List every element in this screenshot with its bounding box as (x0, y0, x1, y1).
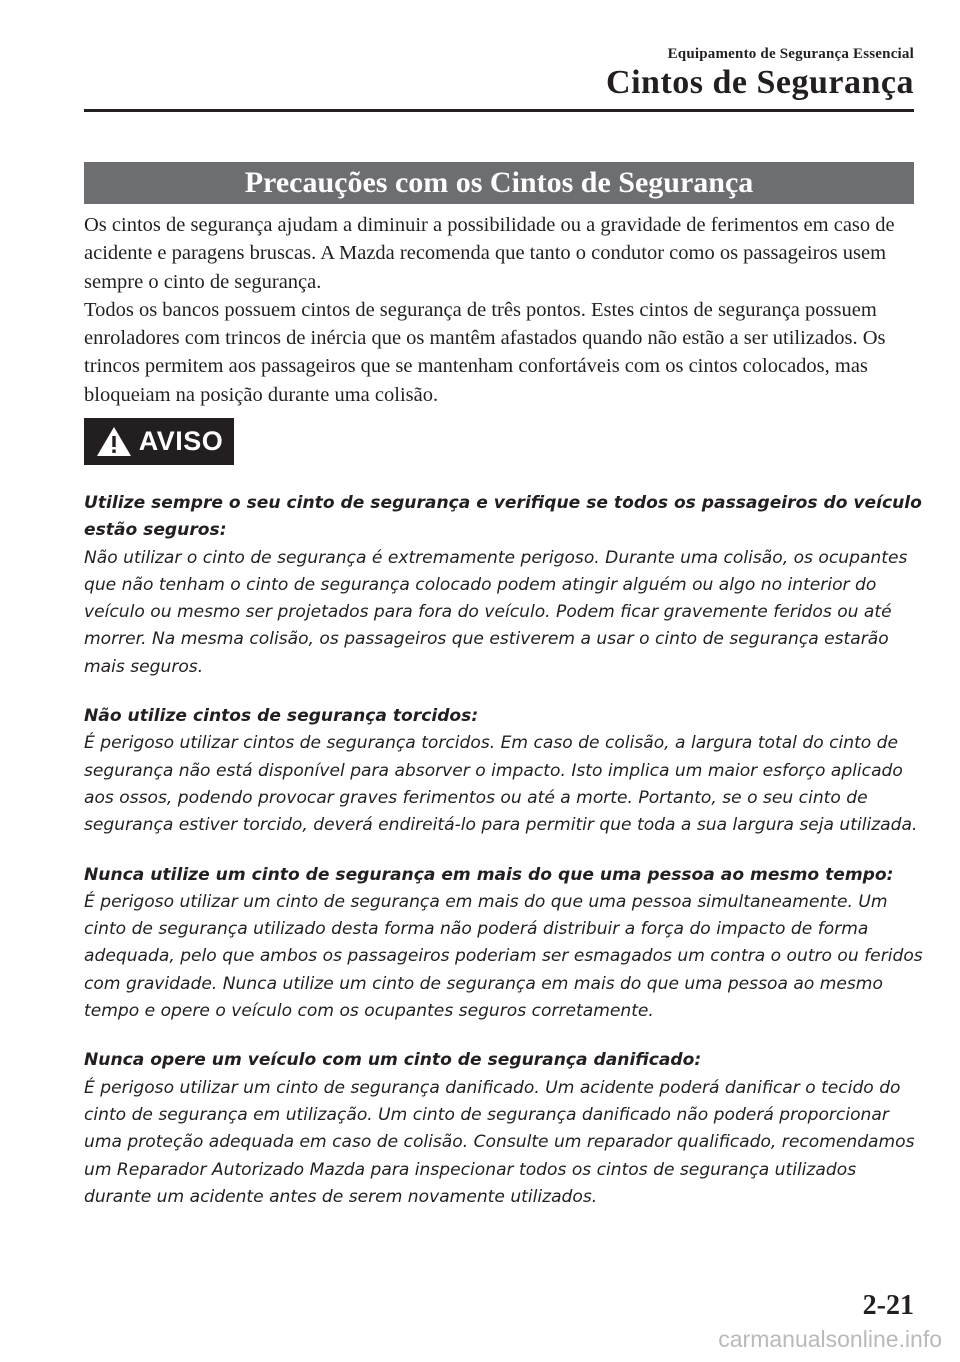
warning-title: Não utilize cintos de segurança torcidos: (84, 706, 479, 727)
warning-item (84, 862, 924, 1026)
warning-item (84, 1047, 924, 1211)
header-rule (84, 109, 914, 112)
warning-body: Não utilizar o cinto de segurança é extremamente perigoso. Durante uma colisão, os ocupantes que não tenham o cinto de segurança colocado podem atingir alguém ou algo no interior do veículo ou mesmo ser projetados para fora do veículo. Podem ficar gravemente feridos ou até morrer. Na mesma colisão, os passageiros que estiverem a usar o cinto de segurança estarão mais seguros. (84, 547, 908, 677)
section-title-bar (84, 162, 914, 204)
warning-title: Nunca opere um veículo com um cinto de segurança danificado: (84, 1050, 702, 1071)
warning-title: Nunca utilize um cinto de segurança em mais do que uma pessoa ao mesmo tempo: (84, 864, 894, 885)
header-subtitle: Equipamento de Segurança Essencial (667, 46, 914, 62)
watermark: carmanualsonline.info (718, 1326, 942, 1352)
intro-paragraph: Os cintos de segurança ajudam a diminuir a possibilidade ou a gravidade de ferimentos em caso de acidente e paragens bruscas. A Mazda recomenda que tanto o condutor como os passageiros usem sempre o cinto de segurança. (84, 214, 895, 293)
warning-item (84, 703, 924, 839)
warning-triangle-icon (95, 425, 133, 458)
warnings-list (84, 490, 924, 1233)
header-title: Cintos de Segurança (606, 64, 914, 101)
section-title: Precauções com os Cintos de Segurança (244, 166, 754, 199)
warning-tag-label: AVISO (138, 426, 224, 456)
warning-item (84, 490, 924, 681)
intro-text (84, 211, 924, 409)
warning-body: É perigoso utilizar um cinto de segurança danificado. Um acidente poderá danificar o tecido do cinto de segurança em utilização. Um cinto de segurança danificado não poderá proporcionar uma proteção adequada em caso de colisão. Consulte um reparador qualificado, recomendamos um Reparador Autorizado Mazda para inspecionar todos os cintos de segurança utilizados durante um acidente antes de serem novamente utilizados. (84, 1077, 915, 1207)
warning-tag (84, 418, 234, 465)
page-number: 2-21 (862, 1290, 914, 1321)
warning-body: É perigoso utilizar cintos de segurança torcidos. Em caso de colisão, a largura total do cinto de segurança não está disponível para absorver o impacto. Isto implica um maior esforço aplicado aos ossos, podendo provocar graves ferimentos ou até a morte. Portanto, se o seu cinto de segurança estiver torcido, deverá endireitá-lo para permitir que toda a sua largura seja utilizada. (84, 733, 918, 836)
intro-paragraph: Todos os bancos possuem cintos de segurança de três pontos. Estes cintos de segurança possuem enroladores com trincos de inércia que os mantêm afastados quando não estão a ser utilizados. Os trincos permitem aos passageiros que se mantenham confortáveis com os cintos colocados, mas bloqueiam na posição durante uma colisão. (84, 298, 886, 406)
warning-body: É perigoso utilizar um cinto de segurança em mais do que uma pessoa simultaneamente. Um cinto de segurança utilizado desta forma não poderá distribuir a força do impacto de forma adequada, pelo que ambos os passageiros poderiam ser esmagados um contra o outro ou feridos com gravidade. Nunca utilize um cinto de segurança em mais do que uma pessoa ao mesmo tempo e opere o veículo com os ocupantes seguros corretamente. (84, 891, 923, 1022)
warning-title: Utilize sempre o seu cinto de segurança e verifique se todos os passageiros do veículo estão seguros: (84, 493, 922, 541)
